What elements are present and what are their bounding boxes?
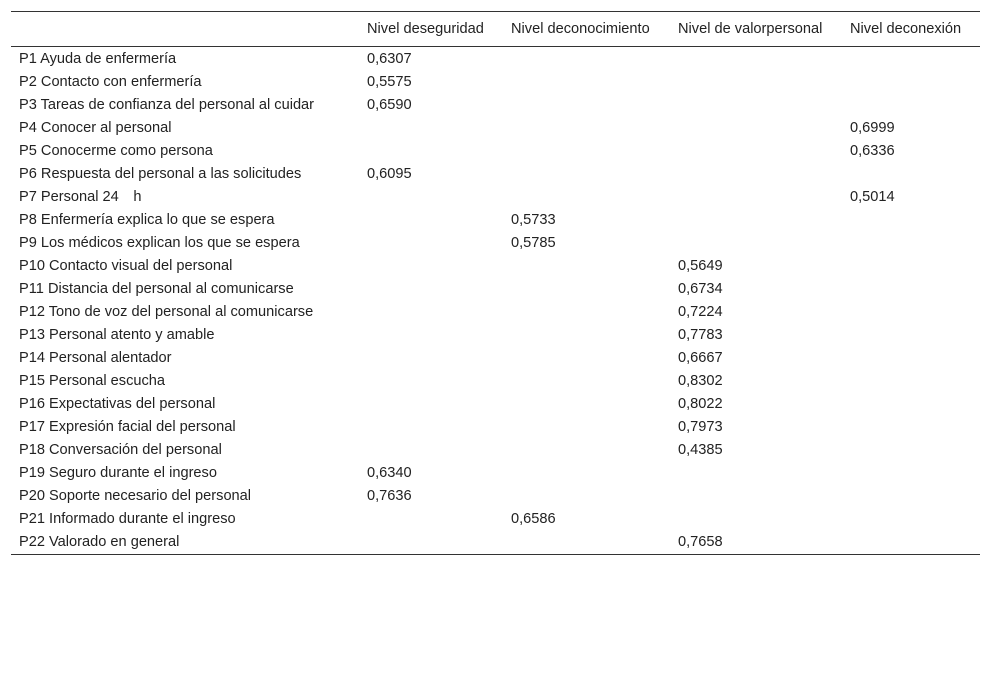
valorpersonal-cell: 0,6667 [678,350,723,366]
seguridad-cell [359,416,503,439]
table-row [11,186,980,209]
table-row [11,508,980,531]
conocimiento-cell [503,140,670,163]
seguridad-cell [359,370,503,393]
table-row [11,140,980,163]
item-cell: P6 Respuesta del personal a las solicitudes [19,166,302,182]
valorpersonal-cell: 0,7224 [678,304,723,320]
table-row [11,393,980,416]
valorpersonal-cell [670,186,842,209]
item-cell: P5 Conocerme como persona [19,143,213,159]
valorpersonal-cell [670,462,842,485]
conexion-cell [842,531,980,555]
table-row [11,232,980,255]
conexion-cell [842,255,980,278]
conocimiento-cell [503,163,670,186]
seguridad-cell: 0,6340 [367,465,412,481]
conexion-cell [842,370,980,393]
factor-loadings-table [11,11,980,555]
item-cell: P8 Enfermería explica lo que se espera [19,212,275,228]
seguridad-cell [359,301,503,324]
seguridad-cell [359,255,503,278]
table-row [11,347,980,370]
conocimiento-cell [503,416,670,439]
conocimiento-cell [503,531,670,555]
conexion-cell [842,47,980,72]
conexion-cell: 0,6336 [850,143,895,159]
item-cell: P21 Informado durante el ingreso [19,511,236,527]
conocimiento-cell [503,278,670,301]
valorpersonal-cell [670,47,842,72]
conexion-cell [842,416,980,439]
conexion-cell [842,278,980,301]
item-cell: P18 Conversación del personal [19,442,222,458]
conexion-cell [842,462,980,485]
conexion-cell [842,347,980,370]
valorpersonal-cell [670,117,842,140]
item-cell: P10 Contacto visual del personal [19,258,233,274]
item-cell: P2 Contacto con enfermería [19,74,202,90]
item-cell: P17 Expresión facial del personal [19,419,236,435]
conexion-cell [842,301,980,324]
valorpersonal-cell: 0,6734 [678,281,723,297]
table-row [11,47,980,72]
seguridad-cell [359,439,503,462]
valorpersonal-cell: 0,8302 [678,373,723,389]
header-seguridad: Nivel deseguridad [367,21,484,37]
item-cell: P22 Valorado en general [19,534,180,550]
conocimiento-cell [503,439,670,462]
conocimiento-cell [503,393,670,416]
seguridad-cell: 0,6095 [367,166,412,182]
item-cell: P13 Personal atento y amable [19,327,215,343]
table-row [11,531,980,555]
item-cell: P9 Los médicos explican los que se espera [19,235,300,251]
seguridad-cell: 0,7636 [367,488,412,504]
seguridad-cell [359,140,503,163]
item-cell: P4 Conocer al personal [19,120,172,136]
table-row [11,462,980,485]
seguridad-cell [359,209,503,232]
conexion-cell [842,439,980,462]
seguridad-cell [359,508,503,531]
table-row [11,301,980,324]
table-row [11,370,980,393]
seguridad-cell [359,278,503,301]
header-row [11,12,980,47]
table-row [11,255,980,278]
conocimiento-cell: 0,5733 [511,212,556,228]
conocimiento-cell: 0,6586 [511,511,556,527]
valorpersonal-cell: 0,7658 [678,534,723,550]
valorpersonal-cell [670,209,842,232]
valorpersonal-cell: 0,8022 [678,396,723,412]
conexion-cell: 0,6999 [850,120,895,136]
valorpersonal-cell [670,485,842,508]
conexion-cell [842,163,980,186]
conexion-cell [842,324,980,347]
valorpersonal-cell [670,71,842,94]
table-row [11,439,980,462]
table-body [11,47,980,555]
conexion-cell [842,485,980,508]
conexion-cell [842,508,980,531]
conocimiento-cell [503,301,670,324]
valorpersonal-cell [670,163,842,186]
table-row [11,324,980,347]
conexion-cell [842,393,980,416]
item-cell: P16 Expectativas del personal [19,396,216,412]
seguridad-cell [359,232,503,255]
table-row [11,117,980,140]
item-cell: P14 Personal alentador [19,350,172,366]
valorpersonal-cell [670,232,842,255]
conexion-cell [842,232,980,255]
table-row [11,71,980,94]
conocimiento-cell [503,255,670,278]
header-conexion: Nivel deconexión [850,21,962,37]
seguridad-cell [359,347,503,370]
seguridad-cell: 0,6307 [367,51,412,67]
valorpersonal-cell [670,140,842,163]
valorpersonal-cell: 0,7783 [678,327,723,343]
item-cell: P15 Personal escucha [19,373,166,389]
seguridad-cell: 0,6590 [367,97,412,113]
valorpersonal-cell: 0,4385 [678,442,723,458]
table-row [11,416,980,439]
valorpersonal-cell: 0,7973 [678,419,723,435]
seguridad-cell [359,186,503,209]
seguridad-cell [359,531,503,555]
conocimiento-cell [503,347,670,370]
conocimiento-cell [503,324,670,347]
valorpersonal-cell [670,508,842,531]
seguridad-cell [359,117,503,140]
conocimiento-cell [503,485,670,508]
seguridad-cell [359,324,503,347]
seguridad-cell [359,393,503,416]
table-row [11,209,980,232]
table-row [11,485,980,508]
conexion-cell [842,94,980,117]
item-cell: P1 Ayuda de enfermería [19,51,177,67]
conocimiento-cell [503,370,670,393]
conexion-cell [842,71,980,94]
valorpersonal-cell [670,94,842,117]
conexion-cell [842,209,980,232]
conocimiento-cell [503,47,670,72]
conocimiento-cell [503,94,670,117]
valorpersonal-cell: 0,5649 [678,258,723,274]
seguridad-cell: 0,5575 [367,74,412,90]
header-valorpersonal: Nivel de valorpersonal [678,21,823,37]
item-cell: P11 Distancia del personal al comunicarse [19,281,294,297]
table-row [11,94,980,117]
header-item [11,12,359,47]
conexion-cell: 0,5014 [850,189,895,205]
conocimiento-cell [503,117,670,140]
table-row [11,163,980,186]
header-conocimiento: Nivel deconocimiento [511,21,650,37]
item-cell: P19 Seguro durante el ingreso [19,465,217,481]
conocimiento-cell: 0,5785 [511,235,556,251]
conocimiento-cell [503,71,670,94]
conocimiento-cell [503,462,670,485]
item-cell: P20 Soporte necesario del personal [19,488,252,504]
item-cell: P3 Tareas de confianza del personal al cuidar [19,97,315,113]
conocimiento-cell [503,186,670,209]
table-row [11,278,980,301]
item-cell: P12 Tono de voz del personal al comunicarse [19,304,314,320]
item-cell: P7 Personal 24 h [19,189,142,205]
